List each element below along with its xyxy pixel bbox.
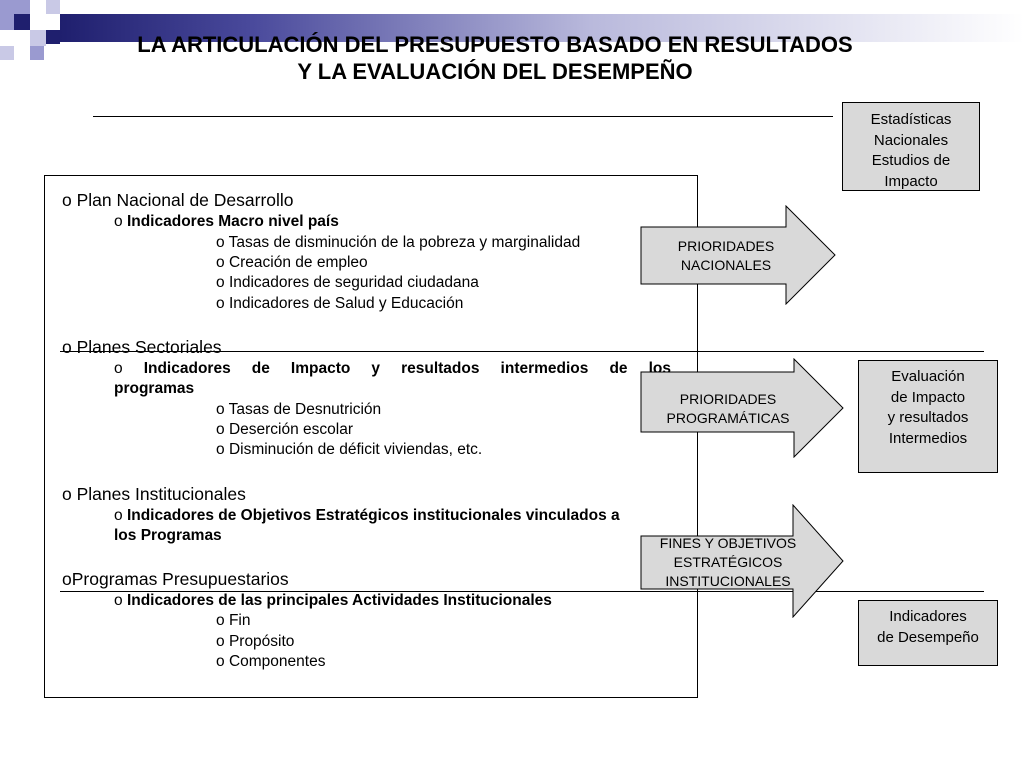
page-title: [60, 31, 930, 85]
box-estadisticas-nacionales: Estadísticas Nacionales Estudios de Impacto: [842, 102, 980, 191]
arrow-label: PRIORIDADES PROGRAMÁTICAS: [666, 391, 790, 426]
subheading-indicadores-impacto: o Indicadores de Impacto y resultados intermedios de los: [114, 360, 672, 377]
title-line-1: LA ARTICULACIÓN DEL PRESUPUESTO BASADO EN RESULTADOS: [137, 32, 853, 57]
box-indicadores-desempeno: Indicadores de Desempeño: [858, 600, 998, 666]
subheading-indicadores-macro: o Indicadores Macro nivel país: [114, 213, 339, 230]
list-item: o Creación de empleo: [216, 254, 368, 271]
box-evaluacion-impacto: Evaluación de Impacto y resultados Intermedios: [858, 360, 998, 473]
list-item: o Tasas de Desnutrición: [216, 401, 382, 418]
subheading-continuation: los Programas: [114, 527, 222, 544]
section-heading-programas-presupuestarios: oProgramas Presupuestarios: [62, 569, 289, 589]
arrow-label: PRIORIDADES NACIONALES: [677, 238, 775, 273]
section-heading-planes-institucionales: o Planes Institucionales: [62, 484, 246, 504]
section-heading-plan-nacional: o Plan Nacional de Desarrollo: [62, 190, 294, 210]
main-content-box: [44, 175, 698, 698]
list-item: o Componentes: [216, 653, 326, 670]
title-underline: [93, 116, 833, 117]
section-heading-planes-sectoriales: o Planes Sectoriales: [62, 337, 222, 357]
arrow-label: FINES Y OBJETIVOS ESTRATÉGICOS INSTITUCIONALES: [659, 535, 797, 589]
list-item: o Deserción escolar: [216, 421, 353, 438]
list-item: o Disminución de déficit viviendas, etc.: [216, 441, 483, 458]
list-item: o Indicadores de Salud y Educación: [216, 295, 464, 312]
subheading-indicadores-actividades: o Indicadores de las principales Actividades Institucionales: [114, 592, 552, 609]
title-line-2: Y LA EVALUACIÓN DEL DESEMPEÑO: [297, 59, 693, 84]
list-item: o Indicadores de seguridad ciudadana: [216, 274, 479, 291]
list-item: o Propósito: [216, 633, 295, 650]
subheading-indicadores-objetivos: o Indicadores de Objetivos Estratégicos institucionales vinculados a: [114, 507, 620, 524]
list-item: o Tasas de disminución de la pobreza y marginalidad: [216, 234, 581, 251]
list-item: o Fin: [216, 612, 251, 629]
subheading-continuation: programas: [114, 380, 195, 397]
